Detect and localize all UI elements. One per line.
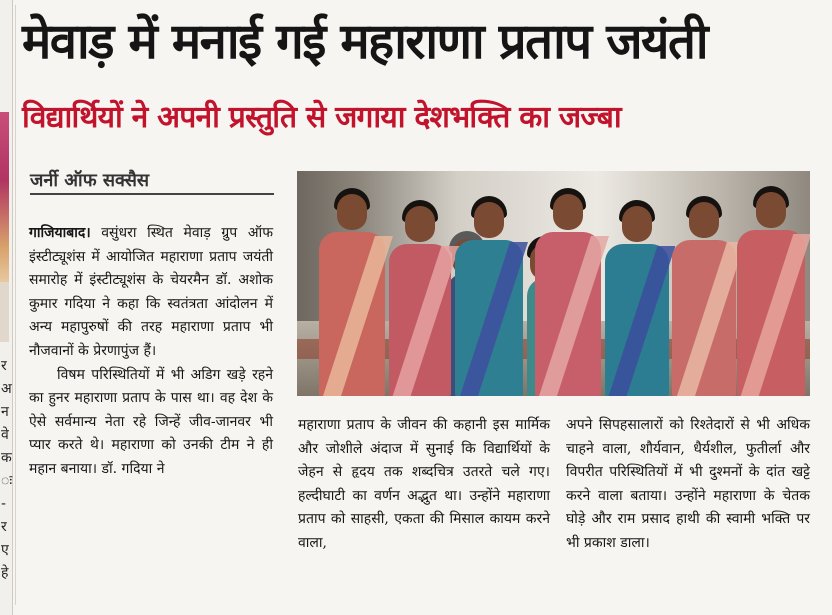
dateline: गाजियाबाद।: [29, 225, 91, 241]
byline-rule: [30, 193, 274, 195]
adjacent-article-strip: [0, 0, 13, 615]
paragraph-1-text: वसुंधरा स्थित मेवाड़ ग्रुप ऑफ इंस्टीट्यूशंस में आयोजित महाराणा प्रताप जयंती समारोह में इंस्टीट्यूशंस के चेयरमैन डॉ. अशोक कुमार गदिया ने कहा कि स्वतंत्रता आंदोलन में अन्य महापुरुषों की तरह महाराणा प्रताप भी नौजवानों के प्रेरणापुंज हैं।: [29, 225, 273, 359]
strip-glyph: र: [1, 358, 7, 374]
byline: जर्नी ऑफ सक्सैस: [30, 170, 150, 191]
adjacent-photo-fragment-lower: [0, 282, 9, 342]
strip-glyph: वे: [1, 427, 9, 443]
strip-glyph: न: [1, 404, 9, 420]
adjacent-photo-fragment: [0, 112, 9, 282]
event-photo: [297, 171, 810, 396]
photo-person-7: [737, 186, 805, 396]
article-paragraph-2: विषम परिस्थितियों में भी अडिग खड़े रहने का हुनर महाराणा प्रताप के पास था। वह देश के ऐसे सर्वमान्य नेता रहे जिन्हें जीव-जानवर भी प्यार करते थे। महाराणा को उनकी टीम ने ही महान बनाया। डॉ. गदिया ने: [29, 366, 273, 477]
photo-person-1: [319, 188, 385, 396]
strip-glyph: ः: [1, 473, 13, 489]
strip-glyph: क: [1, 450, 12, 466]
photo-person-2: [389, 200, 451, 396]
article-paragraph-1: [29, 222, 273, 364]
photo-person-3: [455, 196, 523, 396]
article-column-1: [29, 222, 273, 482]
headline: मेवाड़ में मनाई गई महाराणा प्रताप जयंती: [22, 13, 708, 70]
strip-glyph: -: [1, 496, 7, 512]
photo-person-5: [605, 200, 669, 396]
article-column-3: [566, 414, 810, 556]
subheadline: विद्यार्थियों ने अपनी प्रस्तुति से जगाया देशभक्ति का जज्बा: [22, 100, 621, 135]
strip-glyph: अ: [1, 381, 12, 397]
article-paragraph-4: अपने सिपहसालारों को रिश्तेदारों से भी अधिक चाहने वाला, शौर्यवान, धैर्यशील, फुतीर्ला और विपरीत परिस्थितियों में भी दुश्मनों के दांत खट्टे करने वाला बताया। उन्होंने महाराणा के चेतक घोड़े और राम प्रसाद हाथी की स्वामी भक्ति पर भी प्रकाश डाला।: [566, 417, 810, 551]
photo-person-6: [672, 196, 736, 396]
strip-glyph: हे: [1, 565, 9, 581]
strip-glyph: ए: [1, 542, 9, 558]
photo-person-4: [535, 188, 601, 396]
column-divider: [15, 5, 16, 605]
article-paragraph-3: महाराणा प्रताप के जीवन की कहानी इस मार्मिक और जोशीले अंदाज में सुनाई कि विद्यार्थियों के जेहन से हृदय तक शब्दचित्र उतरते चले गए। हल्दीघाटी का वर्णन अद्भुत था। उन्होंने महाराणा प्रताप को साहसी, एकता की मिसाल कायम करने वाला,: [298, 417, 550, 551]
strip-glyph: र: [1, 519, 7, 535]
article-column-2: [298, 414, 550, 556]
